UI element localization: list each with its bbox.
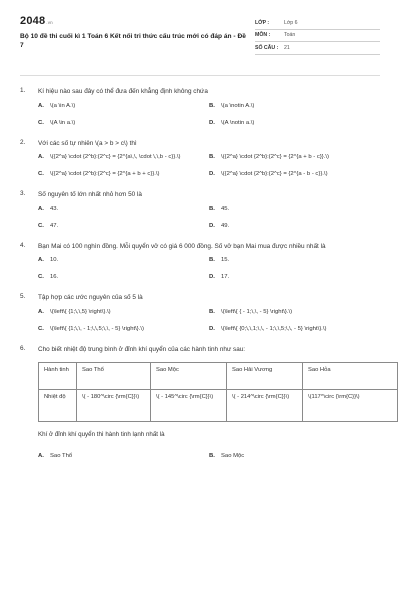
exam-meta [255,17,380,55]
option-letter: A. [38,452,44,459]
option-letter: B. [209,102,215,109]
option-letter: D. [209,119,215,126]
question-number: 2. [20,138,26,146]
brand-block [20,14,250,50]
option-text: \({2^a} \cdot {2^b}:{2^c} = {2^{a + b + c}}.\) [50,171,160,178]
option-text: 49. [221,222,230,229]
option-c[interactable] [38,326,209,334]
option-c[interactable] [38,171,209,179]
option-text: \(\left\{ {1;\,\,5} \right\}.\) [50,308,111,315]
option-text: \(A \notin a.\) [221,119,255,126]
option-text: 16. [50,274,59,281]
option-d[interactable] [209,326,380,334]
option-text: \({2^a} \cdot {2^b}:{2^c} = {2^{a\,\, \cdot \,\,b - c}}.\) [50,154,181,161]
option-a[interactable] [38,154,209,162]
option-c[interactable] [38,120,209,128]
option-letter: B. [209,452,215,459]
meta-key: MÔN : [255,32,271,39]
logo-main: 2048 [20,15,46,27]
table-cell: Nhiệt độ [39,390,77,422]
question-text: Bạn Mai có 100 nghìn đồng. Mỗi quyển vở có giá 6 000 đồng. Số vở bạn Mai mua được nhiều nhất là [38,242,326,250]
meta-row-subject [255,30,380,43]
meta-key: SỐ CÂU : [255,44,279,51]
table-cell: \( - 145^\circ {\rm{C}}\) [151,390,227,422]
option-a[interactable] [38,257,209,265]
option-b[interactable] [209,309,380,317]
option-text: 43. [50,205,59,212]
header-divider [20,75,380,76]
option-d[interactable] [209,171,380,179]
table-cell: Sao Mộc [151,363,227,390]
question-number: 1. [20,87,26,94]
option-letter: C. [38,274,44,281]
option-text: \(\left\{ {0;\,\,1;\,\, - 1;\,\,5;\,\, - 5} \right\}.\) [221,325,327,332]
option-d[interactable] [209,223,380,231]
table-cell: \( - 180^\circ {\rm{C}}\) [77,390,151,422]
option-c[interactable] [38,223,209,231]
question-number: 6. [20,344,26,352]
meta-value: 21 [284,44,290,51]
option-letter: A. [38,257,44,264]
meta-row-count [255,42,380,55]
option-letter: B. [209,308,215,315]
option-a[interactable] [38,206,209,214]
table-cell: Sao Hải Vương [227,363,303,390]
table-cell: Sao Thổ [77,363,151,390]
option-letter: D. [209,222,215,229]
option-text: 10. [50,257,59,264]
question-6 [20,345,380,461]
option-text: 17. [221,274,230,281]
option-letter: D. [209,171,215,178]
option-b[interactable] [209,206,380,214]
option-letter: D. [209,274,215,281]
option-text: 15. [221,257,230,264]
table-cell: \( - 214^\circ {\rm{C}}\) [227,390,303,422]
table-row [39,390,398,422]
option-letter: B. [209,257,215,264]
option-letter: A. [38,205,44,212]
question-3 [20,190,380,231]
document-title: Bộ 10 đề thi cuối kì 1 Toán 6 Kết nối tri thức cấu trúc mới có đáp án - Đề 7 [20,32,246,50]
table-header-row [39,363,398,390]
question-text: Cho biết nhiệt độ trung bình ở đỉnh khí quyển của các hành tinh như sau: [38,345,246,353]
question-number: 3. [20,190,26,198]
option-text: \(a \in A.\) [50,102,76,109]
meta-value: Lớp 6 [284,19,298,26]
option-letter: A. [38,154,44,161]
option-letter: D. [209,325,215,332]
option-text: \(a \notin A.\) [221,102,255,109]
option-a[interactable] [38,309,209,317]
site-logo[interactable] [20,14,250,29]
table-cell: \(117^\circ {\rm{C}}\) [303,390,398,422]
option-c[interactable] [38,274,209,282]
logo-suffix: .vn [46,20,53,25]
table-cell: Sao Hỏa [303,363,398,390]
option-text: 47. [50,222,59,229]
question-1 [20,87,380,128]
option-letter: B. [209,154,215,161]
question-text: Tập hợp các ước nguyên của số 5 là [38,294,143,302]
question-number: 4. [20,241,26,249]
option-letter: C. [38,171,44,178]
option-b[interactable] [209,453,380,461]
option-text: Sao Thổ [50,452,73,459]
option-b[interactable] [209,257,380,265]
option-text: \(A \in a.\) [50,119,76,126]
option-letter: C. [38,119,44,126]
question-text: Với các số tự nhiên \(a > b > c\) thì [38,139,137,147]
option-text: 45. [221,205,230,212]
question-text: Số nguyên tố lớn nhất nhỏ hơn 50 là [38,191,142,199]
option-text: \({2^a} \cdot {2^b}:{2^c} = {2^{a - b - c}}.\) [221,171,328,178]
question-number: 5. [20,293,26,301]
table-cell: Hành tinh [39,363,77,390]
option-a[interactable] [38,103,209,111]
meta-key: LỚP : [255,19,270,26]
option-a[interactable] [38,453,209,461]
question-5 [20,293,380,334]
exam-header [20,14,380,70]
option-text: \(\left\{ { - 1;\,\, - 5} \right\}.\) [221,308,293,315]
option-d[interactable] [209,274,380,282]
option-text: Sao Mộc [221,452,245,459]
question-2 [20,139,380,180]
planet-temperature-table [38,362,398,422]
option-text: \(\left\{ {1;\,\, - 1;\,\,5;\,\, - 5} \right\}.\) [50,325,144,332]
option-letter: A. [38,102,44,109]
question-text: Kí hiệu nào sau đây có thể đưa đến khẳng định không chứa [38,88,208,95]
option-b[interactable] [209,103,380,111]
meta-row-class [255,17,380,30]
question-4 [20,242,380,283]
meta-value: Toán [284,32,296,39]
option-letter: A. [38,308,44,315]
option-letter: C. [38,222,44,229]
option-b[interactable] [209,154,380,162]
option-d[interactable] [209,120,380,128]
option-letter: B. [209,205,215,212]
option-letter: C. [38,325,44,332]
option-text: \({2^a} \cdot {2^b}:{2^c} = {2^{a + b - c}}.\) [221,154,330,161]
question-subtext: Khí ở đỉnh khí quyển thì hành tinh lạnh nhất là [38,431,165,439]
